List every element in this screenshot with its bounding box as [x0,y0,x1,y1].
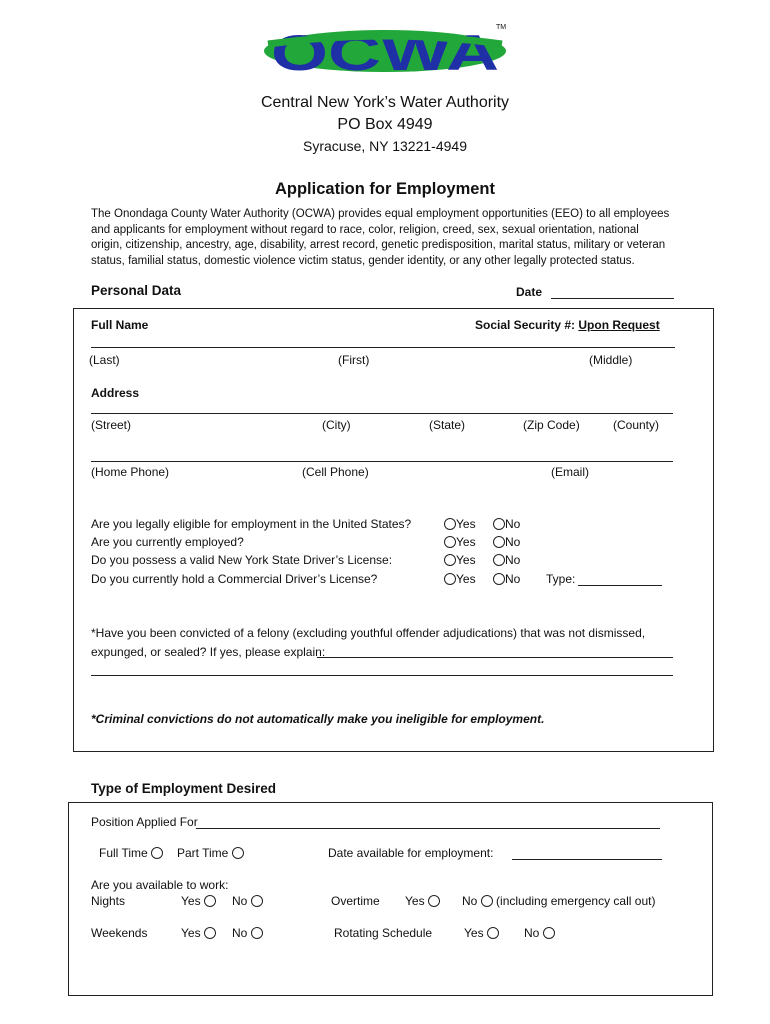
yes-label: Yes [456,517,476,531]
address-label: Address [91,386,140,400]
date-label: Date [516,285,543,299]
call-out-note: (including emergency call out) [496,894,656,908]
license-yes[interactable] [444,553,476,567]
city-line: Syracuse, NY 13221-4949 [303,138,467,154]
radio-icon[interactable] [493,554,505,566]
employment-heading: Type of Employment Desired [91,781,277,796]
no-label: No [232,894,248,908]
no-label: No [462,894,478,908]
eeo-line: and applicants for employment without regard to race, color, religion, creed, sex, sexual orientation, national [91,223,639,236]
yes-label: Yes [456,553,476,567]
nights-yes[interactable] [181,894,216,908]
radio-icon[interactable] [251,895,263,907]
license-no[interactable] [493,553,520,567]
state-caption: (State) [429,418,466,432]
radio-icon[interactable] [444,536,456,548]
ssn-label [475,318,660,332]
overtime-label: Overtime [331,894,380,908]
yes-label: Yes [181,894,201,908]
org-name: Central New York’s Water Authority [260,94,510,111]
cdl-yes[interactable] [444,572,476,586]
eeo-line: The Onondaga County Water Authority (OCWA) provides equal employment opportunities (EEO) to all employees [91,208,670,220]
position-label: Position Applied For [91,815,198,829]
cdl-question: Do you currently hold a Commercial Driver’s License? [91,572,378,586]
cdl-type-field[interactable] [578,585,662,586]
rotating-yes[interactable] [464,926,499,940]
radio-icon[interactable] [543,927,555,939]
part-time-option[interactable] [177,846,244,860]
personal-data-heading: Personal Data [91,283,182,298]
weekends-yes[interactable] [181,926,216,940]
middle-name-caption: (Middle) [589,353,633,367]
ocwa-logo-graphic [262,26,508,78]
ssn-value: Upon Request [578,318,660,332]
full-time-option[interactable] [99,846,163,860]
yes-label: Yes [405,894,425,908]
overtime-no[interactable] [462,894,655,908]
radio-icon[interactable] [428,895,440,907]
eligibility-no[interactable] [493,517,520,531]
nights-no[interactable] [232,894,263,908]
cdl-no[interactable] [493,572,520,586]
zip-caption: (Zip Code) [523,418,580,432]
radio-icon[interactable] [481,895,493,907]
weekends-label: Weekends [91,926,148,940]
radio-icon[interactable] [151,847,163,859]
home-phone-caption: (Home Phone) [91,465,170,479]
eligibility-yes[interactable] [444,517,476,531]
date-available-label: Date available for employment: [328,846,494,860]
full-name-label: Full Name [91,318,149,332]
svg-text:OCWA: OCWA [271,26,499,78]
position-field[interactable] [196,828,660,829]
date-field[interactable] [551,298,674,299]
employed-no[interactable] [493,535,520,549]
cell-phone-caption: (Cell Phone) [302,465,369,479]
no-label: No [524,926,540,940]
availability-label: Are you available to work: [91,878,229,892]
last-name-caption: (Last) [89,353,120,367]
radio-icon[interactable] [232,847,244,859]
yes-label: Yes [456,535,476,549]
radio-icon[interactable] [251,927,263,939]
email-caption: (Email) [551,465,589,479]
county-caption: (County) [613,418,660,432]
no-label: No [505,572,521,586]
eeo-line: status, familial status, domestic violence victim status, gender identity, or any other legally protected status. [91,255,635,268]
overtime-yes[interactable] [405,894,440,908]
part-time-label: Part Time [177,846,229,860]
radio-icon[interactable] [487,927,499,939]
radio-icon[interactable] [204,927,216,939]
license-question: Do you possess a valid New York State Driver’s License: [91,553,393,567]
radio-icon[interactable] [444,518,456,530]
radio-icon[interactable] [204,895,216,907]
first-name-caption: (First) [338,353,370,367]
rotating-label: Rotating Schedule [334,926,433,940]
eeo-line: origin, citizenship, ancestry, age, disability, arrest record, genetic predisposition, marital status, military or veteran [91,239,666,252]
radio-icon[interactable] [444,573,456,585]
page-title: Application for Employment [274,180,495,198]
employed-yes[interactable] [444,535,476,549]
full-time-label: Full Time [99,846,148,860]
no-label: No [505,517,521,531]
date-available-field[interactable] [512,859,662,860]
nights-label: Nights [91,894,126,908]
felony-question-line2: expunged, or sealed? If yes, please explain: [91,645,326,659]
full-name-field[interactable] [91,347,675,348]
eligibility-question: Are you legally eligible for employment in the United States? [91,517,412,531]
rotating-no[interactable] [524,926,555,940]
ssn-label-text: Social Security #: [475,318,576,332]
ocwa-logo [262,26,508,78]
weekends-no[interactable] [232,926,263,940]
cdl-type-label: Type: [546,572,576,586]
yes-label: Yes [181,926,201,940]
yes-label: Yes [464,926,484,940]
radio-icon[interactable] [493,573,505,585]
trademark-mark: TM [496,24,507,31]
po-box: PO Box 4949 [337,116,433,133]
phone-email-field[interactable] [91,461,673,462]
radio-icon[interactable] [444,554,456,566]
radio-icon[interactable] [493,518,505,530]
street-caption: (Street) [91,418,132,432]
felony-question-line1: *Have you been convicted of a felony (excluding youthful offender adjudications) that was not dismissed, [91,626,646,640]
employed-question: Are you currently employed? [91,535,244,549]
eeo-statement [91,207,691,270]
criminal-note: *Criminal convictions do not automatically make you ineligible for employment. [91,712,545,726]
felony-explain-field-2[interactable] [91,675,673,676]
address-field[interactable] [91,413,673,414]
no-label: No [505,535,521,549]
yes-label: Yes [456,572,476,586]
city-caption: (City) [322,418,351,432]
no-label: No [232,926,248,940]
no-label: No [505,553,521,567]
felony-explain-field[interactable] [317,657,673,658]
radio-icon[interactable] [493,536,505,548]
